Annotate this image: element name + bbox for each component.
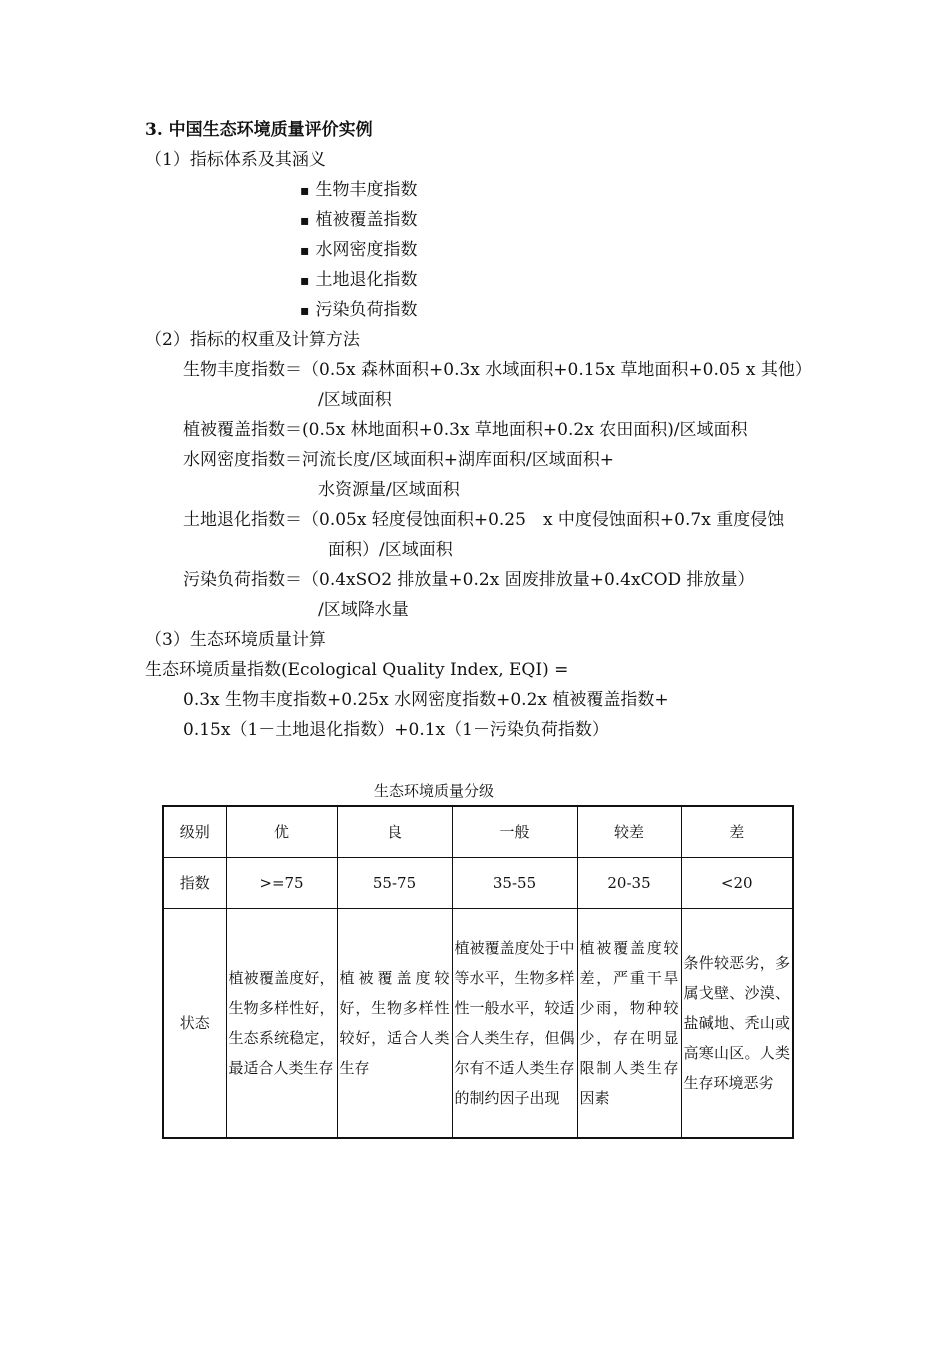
formula-biodiversity [183,359,812,381]
formula-vegetation [183,419,748,441]
state-cell: 植被覆盖度处于中等水平，生物多样性一般水平，较适合人类生存，但偶尔有不适人类生存的制约因子出现 [452,908,577,1138]
formula-label: 污染负荷指数＝ [183,570,302,590]
row-label-index: 指数 [163,857,226,908]
indicator-item: ▪ 土地退化指数 [300,269,418,292]
formula-continuation: 面积）/区域面积 [328,540,453,560]
indicator-item: ▪ 植被覆盖指数 [300,209,418,232]
grade-excellent: 优 [226,806,337,857]
state-cell: 植被覆盖度较好，生物多样性较好，适合人类生存 [337,908,452,1138]
grade-poor: 较差 [577,806,681,857]
row-label-state: 状态 [163,908,226,1138]
index-cell: 20-35 [577,857,681,908]
state-cell: 植被覆盖度较差，严重干旱少雨，物种较少，存在明显限制人类生存因素 [577,908,681,1138]
formula-continuation: 水资源量/区域面积 [318,480,460,500]
formula-text: （0.4xSO2 排放量+0.2x 固废排放量+0.4xCOD 排放量） [302,570,755,590]
table-caption: 生态环境质量分级 [374,782,495,800]
grade-good: 良 [337,806,452,857]
table-row [163,857,793,908]
grade-bad: 差 [681,806,793,857]
row-label-grade: 级别 [163,806,226,857]
eqi-definition: 生态环境质量指数(Ecological Quality Index, EQI) = [145,660,569,680]
formula-label: 水网密度指数＝ [183,450,302,470]
index-cell: >=75 [226,857,337,908]
indicator-item: ▪ 生物丰度指数 [300,179,418,202]
grade-average: 一般 [452,806,577,857]
section3-title: （3）生态环境质量计算 [145,630,326,650]
formula-pollution-load [183,569,755,591]
eqi-formula-line2: 0.15x（1－土地退化指数）+0.1x（1－污染负荷指数） [183,720,609,740]
quality-grade-table [162,805,794,1139]
formula-land-degradation [183,509,784,531]
section-heading: 3. 中国生态环境质量评价实例 [145,120,373,140]
state-cell: 条件较恶劣，多属戈壁、沙漠、盐碱地、秃山或高寒山区。人类生存环境恶劣 [681,908,793,1138]
formula-text: （0.05x 轻度侵蚀面积+0.25 x 中度侵蚀面积+0.7x 重度侵蚀 [302,510,785,530]
formula-text: （0.5x 森林面积+0.3x 水域面积+0.15x 草地面积+0.05 x 其他） [302,360,812,380]
table-row [163,806,793,857]
formula-continuation: /区域面积 [318,390,392,410]
indicator-item: ▪ 污染负荷指数 [300,299,418,322]
formula-label: 植被覆盖指数＝ [183,420,302,440]
formula-water-network [183,449,614,471]
formula-label: 生物丰度指数＝ [183,360,302,380]
index-cell: 55-75 [337,857,452,908]
state-cell: 植被覆盖度好，生物多样性好，生态系统稳定，最适合人类生存 [226,908,337,1138]
formula-label: 土地退化指数＝ [183,510,302,530]
eqi-formula-line1: 0.3x 生物丰度指数+0.25x 水网密度指数+0.2x 植被覆盖指数+ [183,690,669,710]
formula-continuation: /区域降水量 [318,600,409,620]
table-row [163,908,793,1138]
indicator-item: ▪ 水网密度指数 [300,239,418,262]
formula-text: (0.5x 林地面积+0.3x 草地面积+0.2x 农田面积)/区域面积 [302,420,748,440]
index-cell: 35-55 [452,857,577,908]
section1-title: （1）指标体系及其涵义 [145,150,326,170]
index-cell: <20 [681,857,793,908]
section2-title: （2）指标的权重及计算方法 [145,330,360,350]
formula-text: 河流长度/区域面积+湖库面积/区域面积+ [302,450,614,470]
